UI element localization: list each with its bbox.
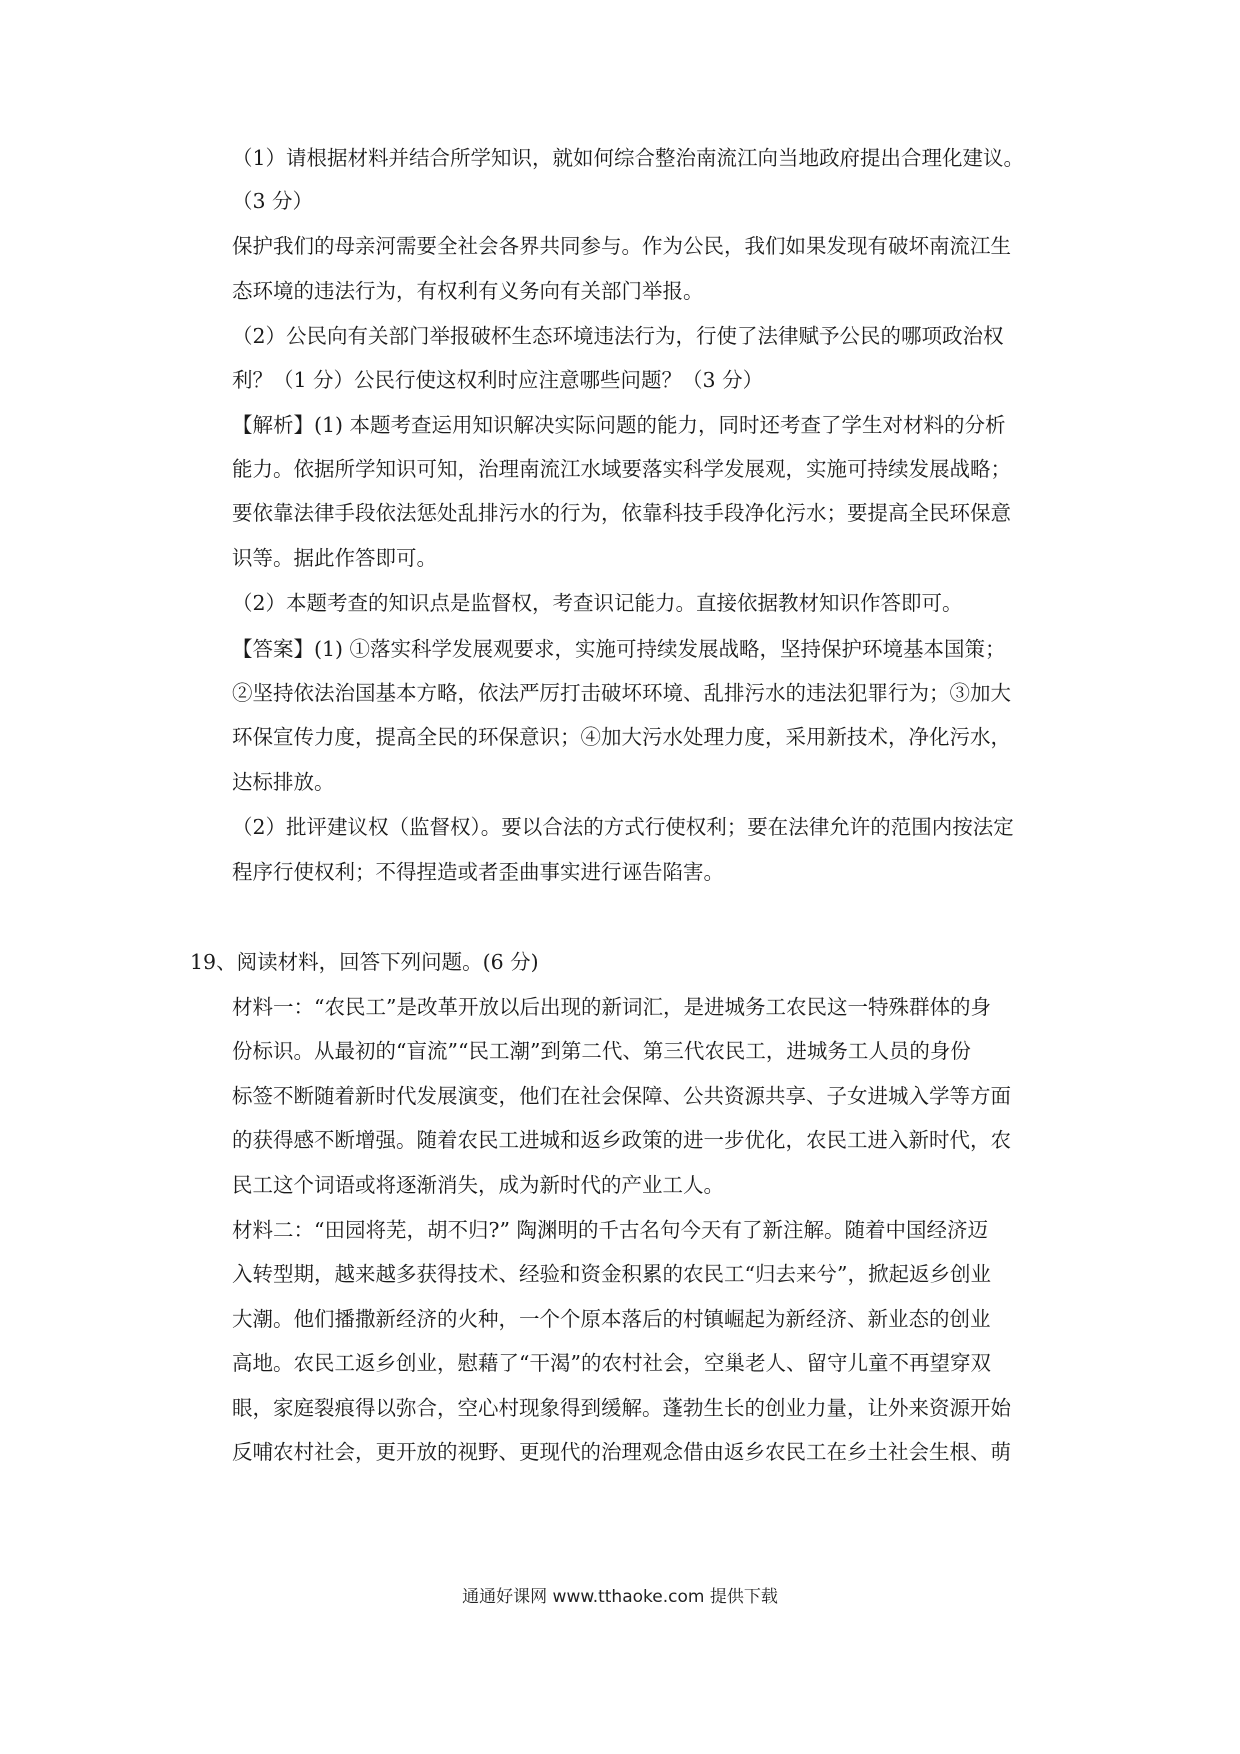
material-1-line-3: 标签不断随着新时代发展演变，他们在社会保障、公共资源共享、子女进城入学等方面 [232, 1084, 1011, 1108]
material-1-line-1: 材料一：“农民工”是改革开放以后出现的新词汇，是进城务工农民这一特殊群体的身 [232, 995, 991, 1019]
paragraph-line-2: 态环境的违法行为，有权利有义务向有关部门举报。 [232, 279, 704, 303]
question-1-line-1: （1）请根据材料并结合所学知识，就如何综合整治南流江向当地政府提出合理化建议。 [232, 146, 1025, 170]
material-2-line-2: 入转型期，越来越多获得技术、经验和资金积累的农民工“归去来兮”，掀起返乡创业 [232, 1262, 991, 1286]
question-2-line-1: （2）公民向有关部门举报破杯生态环境违法行为，行使了法律赋予公民的哪项政治权 [232, 324, 1004, 348]
material-2-line-6: 反哺农村社会，更开放的视野、更现代的治理观念借由返乡农民工在乡土社会生根、萌 [232, 1440, 1011, 1464]
question-2-line-2: 利？（1 分）公民行使这权利时应注意哪些问题？（3 分） [232, 368, 764, 392]
answer-line-1: 【答案】(1) ①落实科学发展观要求，实施可持续发展战略，坚持保护环境基本国策； [232, 637, 1006, 661]
question-19-title: 19、阅读材料，回答下列问题。(6 分) [190, 950, 539, 974]
material-2-line-4: 高地。农民工返乡创业，慰藉了“干渴”的农村社会，空巢老人、留守儿童不再望穿双 [232, 1351, 991, 1375]
analysis-line-4: 识等。据此作答即可。 [232, 546, 437, 570]
answer-2-line-2: 程序行使权利；不得捏造或者歪曲事实进行诬告陷害。 [232, 860, 724, 884]
material-1-line-2: 份标识。从最初的“盲流”“民工潮”到第二代、第三代农民工，进城务工人员的身份 [232, 1039, 971, 1063]
material-1-line-5: 民工这个词语或将逐渐消失，成为新时代的产业工人。 [232, 1173, 724, 1197]
analysis-line-1: 【解析】(1) 本题考查运用知识解决实际问题的能力，同时还考查了学生对材料的分析 [232, 413, 1006, 437]
analysis-line-3: 要依靠法律手段依法惩处乱排污水的行为，依靠科技手段净化污水；要提高全民环保意 [232, 501, 1011, 525]
analysis-2: （2）本题考查的知识点是监督权，考查识记能力。直接依据教材知识作答即可。 [232, 591, 963, 615]
answer-2-line-1: （2）批评建议权（监督权）。要以合法的方式行使权利；要在法律允许的范围内按法定 [232, 815, 1014, 839]
material-2-line-5: 眼，家庭裂痕得以弥合，空心村现象得到缓解。蓬勃生长的创业力量，让外来资源开始 [232, 1396, 1011, 1420]
question-1-line-2: （3 分） [232, 189, 314, 213]
paragraph-line-1: 保护我们的母亲河需要全社会各界共同参与。作为公民，我们如果发现有破坏南流江生 [232, 234, 1011, 258]
answer-line-2: ②坚持依法治国基本方略，依法严厉打击破坏环境、乱排污水的违法犯罪行为；③加大 [232, 681, 1011, 705]
footer-download-note: 通通好课网 www.tthaoke.com 提供下载 [462, 1587, 778, 1607]
material-2-line-3: 大潮。他们播撒新经济的火种，一个个原本落后的村镇崛起为新经济、新业态的创业 [232, 1307, 991, 1331]
answer-line-3: 环保宣传力度，提高全民的环保意识；④加大污水处理力度，采用新技术，净化污水， [232, 725, 1011, 749]
material-2-line-1: 材料二：“田园将芜，胡不归?” 陶渊明的千古名句今天有了新注解。随着中国经济迈 [232, 1218, 988, 1242]
answer-line-4: 达标排放。 [232, 770, 335, 794]
material-1-line-4: 的获得感不断增强。随着农民工进城和返乡政策的进一步优化，农民工进入新时代，农 [232, 1128, 1011, 1152]
analysis-line-2: 能力。依据所学知识可知，治理南流江水域要落实科学发展观，实施可持续发展战略； [232, 457, 1011, 481]
